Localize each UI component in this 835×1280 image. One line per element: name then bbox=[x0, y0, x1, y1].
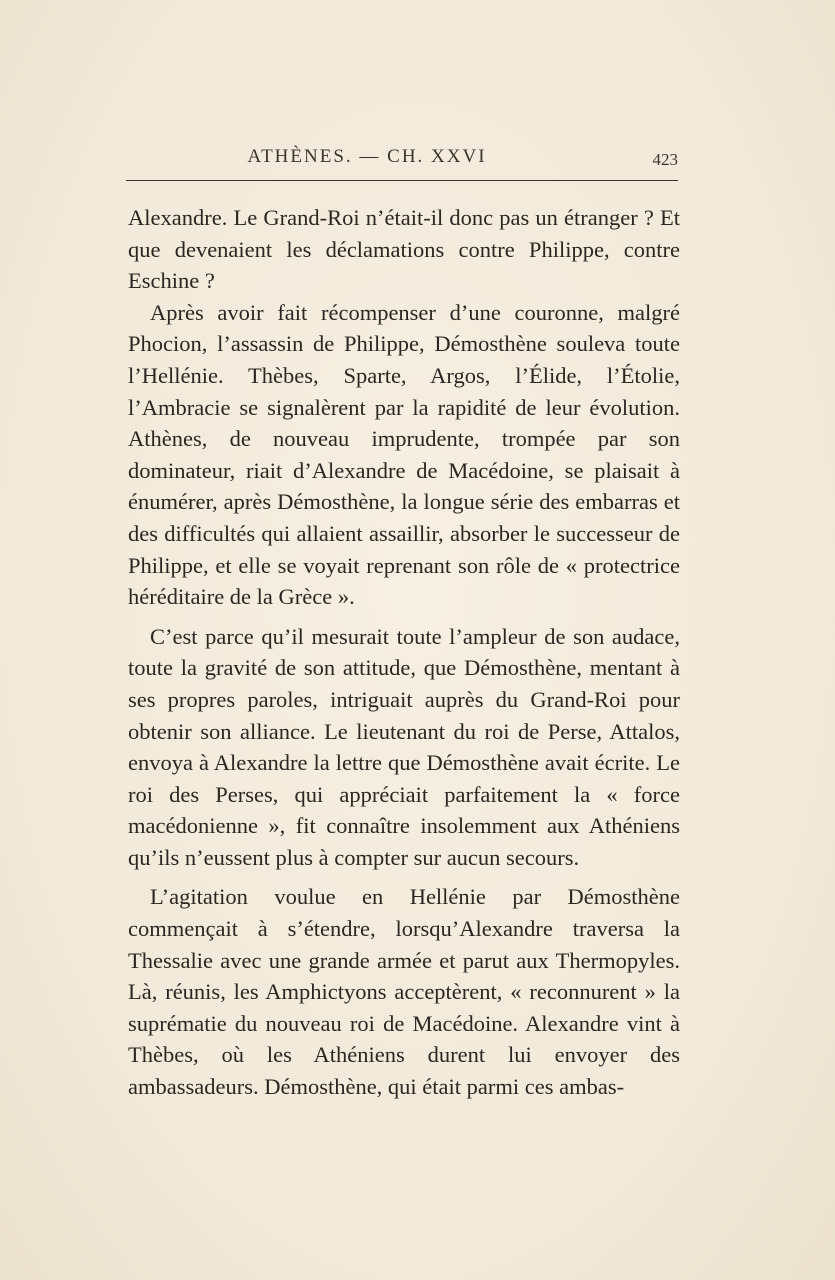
page-number: 423 bbox=[652, 150, 678, 169]
body-text bbox=[128, 202, 680, 1103]
paragraph-1: Alexandre. Le Grand-Roi n’était-il donc pas un étranger ? Et que devenaient les déclamations contre Philippe, contre Eschine ? bbox=[128, 205, 680, 294]
page-header bbox=[126, 144, 678, 174]
paragraph-4: L’agitation voulue en Hellénie par Démosthène commençait à s’étendre, lorsqu’Alexandre traversa la Thessalie avec une grande armée et parut aux Thermopyles. Là, réunis, les Amphictyons acceptèrent, « reconnurent » la suprématie du nouveau roi de Macédoine. Alexandre vint à Thèbes, où les Athéniens durent lui envoyer des ambassadeurs. Démosthène, qui était parmi ces ambas- bbox=[128, 884, 680, 1100]
paragraph-2: Après avoir fait récompenser d’une couronne, malgré Phocion, l’assassin de Philippe, Démosthène souleva toute l’Hellénie. Thèbes, Sparte, Argos, l’Élide, l’Étolie, l’Ambracie se signalèrent par la rapidité de leur évolution. Athènes, de nouveau imprudente, trompée par son dominateur, riait d’Alexandre de Macédoine, se plaisait à énumérer, après Démosthène, la longue série des embarras et des difficultés qui allaient assaillir, absorber le successeur de Philippe, et elle se voyait reprenant son rôle de « protectrice héréditaire de la Grèce ». bbox=[128, 299, 680, 610]
running-head: ATHÈNES. — CH. XXVI bbox=[247, 146, 487, 167]
paragraph-3: C’est parce qu’il mesurait toute l’ampleur de son audace, toute la gravité de son attitude, que Démosthène, mentant à ses propres paroles, intriguait auprès du Grand-Roi pour obtenir son alliance. Le lieutenant du roi de Perse, Attalos, envoya à Alexandre la lettre que Démosthène avait écrite. Le roi des Perses, qui appréciait parfaitement la « force macédonienne », fit connaître insolemment aux Athéniens qu’ils n’eussent plus à compter sur aucun secours. bbox=[128, 623, 680, 870]
header-rule bbox=[126, 180, 678, 181]
